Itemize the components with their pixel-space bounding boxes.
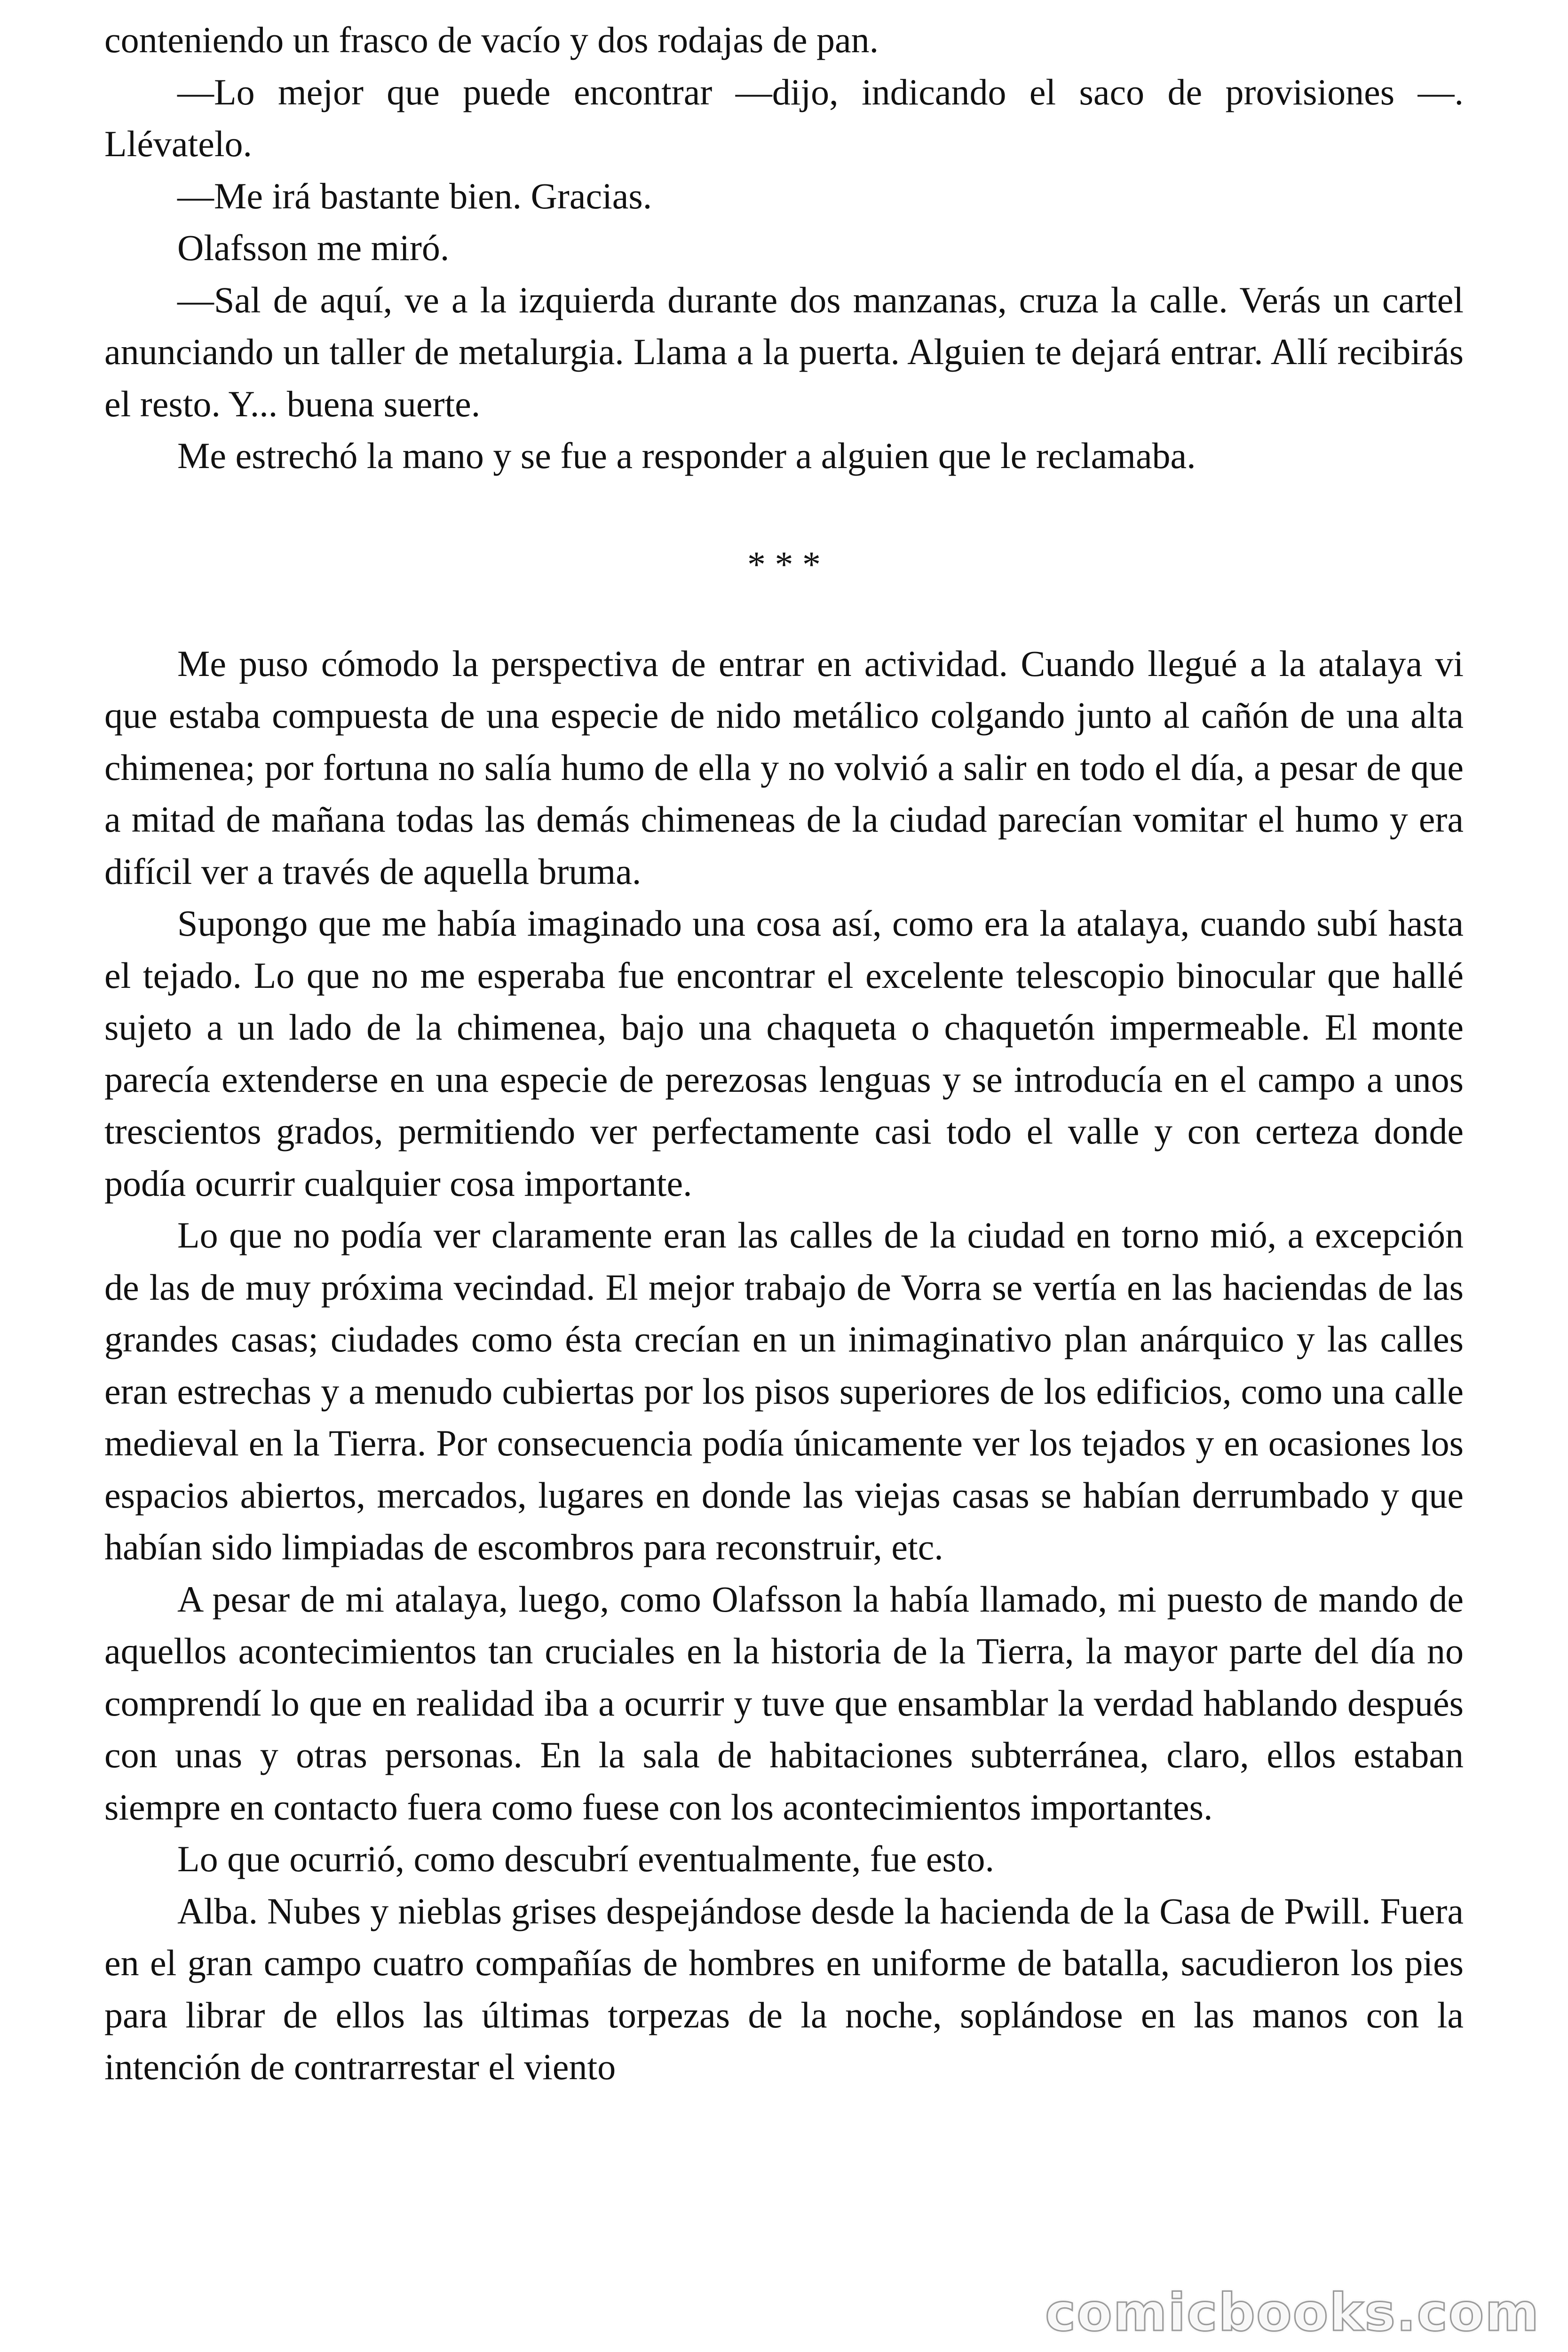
paragraph-3: Olafsson me miró. xyxy=(177,227,450,268)
paragraph-6: Me puso cómodo la perspectiva de entrar en actividad. Cuando llegué a la atalaya vi que estaba compuesta de una especie de nido metálico colgando junto al cañón de una alta chimenea; por fortuna no salía humo de ella y no volvió a salir en todo el día, a pesar de que a mitad de mañana todas las demás chimeneas de la ciudad parecían vomitar el humo y era difícil ver a través de aquella bruma. xyxy=(104,643,1464,892)
watermark-logo: comicbooks.com xyxy=(1045,2282,1540,2343)
paragraph-1: —Lo mejor que puede encontrar —dijo, indicando el saco de provisiones —. Llévatelo. xyxy=(104,71,1464,164)
paragraph-10: Lo que ocurrió, como descubrí eventualmente, fue esto. xyxy=(177,1838,995,1879)
paragraph-7: Supongo que me había imaginado una cosa así, como era la atalaya, cuando subí hasta el tejado. Lo que no me esperaba fue encontrar el excelente telescopio binocular que hallé sujeto a un lado de la chimenea, bajo una chaqueta o chaquetón impermeable. El monte parecía extenderse en una especie de perezosas lenguas y se introducía en el campo a unos trescientos grados, permitiendo ver perfectamente casi todo el valle y con certeza donde podía ocurrir cualquier cosa importante. xyxy=(104,903,1464,1204)
paragraph-11: Alba. Nubes y nieblas grises despejándose desde la hacienda de la Casa de Pwill. Fuera en el gran campo cuatro compañías de hombres en uniforme de batalla, sacudieron los pies para librar de ellos las últimas torpezas de la noche, soplándose en las manos con la intención de contrarrestar el viento xyxy=(104,1890,1464,2087)
document-page xyxy=(104,14,1464,2093)
separator-text: * * * xyxy=(747,543,821,585)
paragraph-8: Lo que no podía ver claramente eran las calles de la ciudad en torno mió, a excepción de las de muy próxima vecindad. El mejor trabajo de Vorra se vertía en las haciendas de las grandes casas; ciudades como ésta crecían en un inimaginativo plan anárquico y las calles eran estrechas y a menudo cubiertas por los pisos superiores de los edificios, como una calle medieval en la Tierra. Por consecuencia podía únicamente ver los tejados y en ocasiones los espacios abiertos, mercados, lugares en donde las viejas casas se habían derrumbado y que habían sido limpiadas de escombros para reconstruir, etc. xyxy=(104,1215,1464,1567)
paragraph-9: A pesar de mi atalaya, luego, como Olafsson la había llamado, mi puesto de mando de aquellos acontecimientos tan cruciales en la historia de la Tierra, la mayor parte del día no comprendí lo que en realidad iba a ocurrir y tuve que ensamblar la verdad hablando después con unas y otras personas. En la sala de habitaciones subterránea, claro, ellos estaban siempre en contacto fuera como fuese con los acontecimientos importantes. xyxy=(104,1578,1464,1828)
paragraph-5: Me estrechó la mano y se fue a responder a alguien que le reclamaba. xyxy=(177,435,1196,476)
paragraph-0: conteniendo un frasco de vacío y dos rodajas de pan. xyxy=(104,19,879,60)
paragraph-2: —Me irá bastante bien. Gracias. xyxy=(177,175,652,216)
paragraph-4: —Sal de aquí, ve a la izquierda durante dos manzanas, cruza la calle. Verás un cartel anunciando un taller de metalurgia. Llama a la puerta. Alguien te dejará entrar. Allí recibirás el resto. Y... buena suerte. xyxy=(104,279,1464,424)
scene-break-separator xyxy=(104,482,1464,638)
